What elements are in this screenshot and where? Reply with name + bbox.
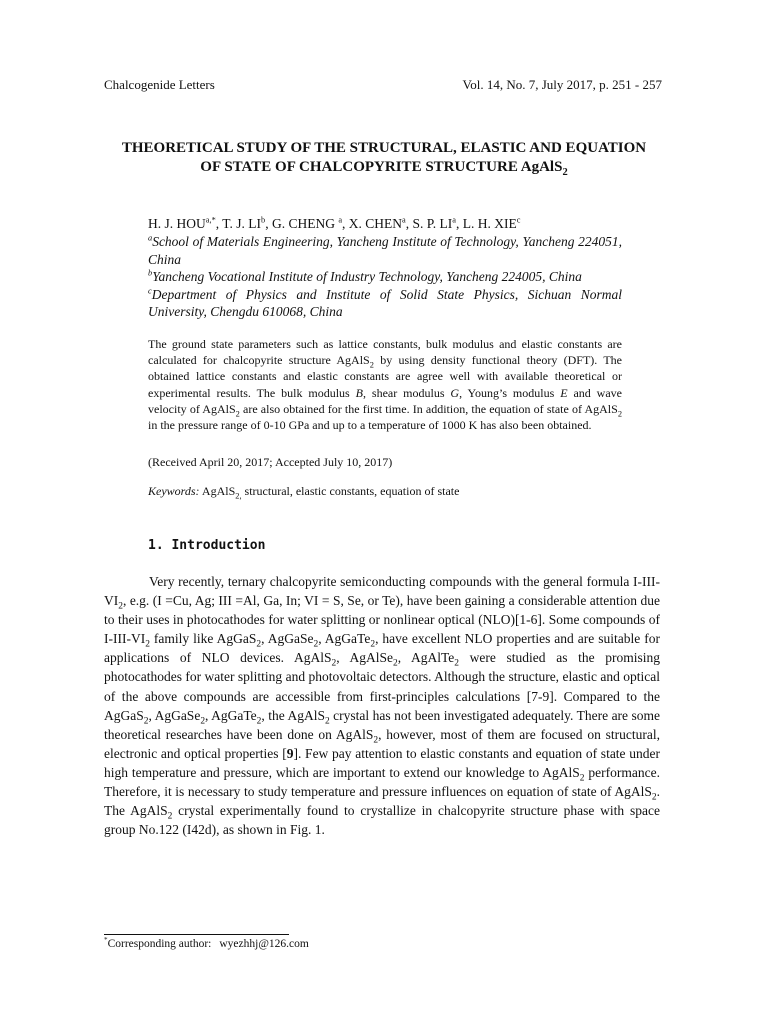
subscript: 2 [167, 811, 173, 822]
abstract-symbol: E [560, 385, 568, 400]
subscript: 2 [331, 659, 337, 670]
abstract [148, 336, 622, 433]
volume-info: Vol. 14, No. 7, July 2017, p. 251 - 257 [462, 77, 662, 92]
abstract-text: The ground state parameters such as lattice constants, bulk modulus and elastic constants are calculated for chalcopyrite structure AgAlS [148, 337, 622, 368]
author-name: T. J. LI [222, 216, 262, 231]
received-dates: (Received April 20, 2017; Accepted July 10, 2017) [148, 455, 393, 469]
author-affiliation-mark: a,* [205, 215, 216, 225]
subscript: 2 [370, 639, 376, 650]
affiliation [148, 233, 622, 268]
subscript: 2 [651, 792, 657, 803]
footnote-email: wyezhhj@126.com [219, 938, 309, 950]
text-run: crystal has not been investigated adequately. There are some theoretical researches have been done on AgAlS [104, 707, 661, 742]
abstract-text: by using density functional theory (DFT). The obtained lattice constants and elastic constants are agree well with available theoretical or experimental results. The bulk modulus [148, 353, 622, 400]
text-run: , AgGaTe [205, 707, 257, 723]
text-run: crystal experimentally found to crystallize in chalcopyrite structure phase with space group No.122 (I42d), as shown in Fig. 1. [104, 803, 660, 838]
keywords-lead: AgAlS [201, 484, 236, 498]
affiliation-text: School of Materials Engineering, Yancheng Institute of Technology, Yancheng 224051, China [148, 234, 622, 267]
affiliation [148, 268, 622, 286]
text-run: , AgAlTe [397, 650, 455, 666]
abstract-symbol: B [355, 385, 363, 400]
author-affiliation-mark: a [402, 215, 406, 225]
abstract-sub: 2 [369, 360, 374, 370]
intro-body [104, 572, 660, 839]
text-run: were studied as the promising photocathodes for water splitting and photovoltaic detectors. Although the structure, elastic and optical of the above compounds are accessible from first-principles calculations [7-9]. Compared to the AgGaS [104, 650, 661, 723]
text-run: . The AgAlS [104, 784, 660, 819]
abstract-sub: 2 [235, 409, 240, 419]
author-affiliation-mark: b [261, 215, 266, 225]
author-separator: , [456, 216, 463, 231]
author-separator: , [265, 216, 272, 231]
author-name: G. CHENG [271, 216, 339, 231]
subscript: 2 [313, 639, 319, 650]
subscript: 2 [373, 735, 379, 746]
subscript: 2 [200, 716, 206, 727]
text-run: , however, most of them are focused on structural, electronic and optical properties [ [104, 726, 660, 761]
abstract-symbol: G [450, 385, 460, 400]
section-heading: 1. Introduction [148, 538, 266, 553]
author-list [148, 216, 520, 232]
author-name: L. H. XIE [462, 216, 517, 231]
affiliation-text: Yancheng Vocational Institute of Industry Technology, Yancheng 224005, China [152, 269, 582, 284]
text-run: , e.g. (I =Cu, Ag; III =Al, Ga, In; VI = S, Se, or Te), have been gaining a considerable attention due to their uses in photocathodes for water splitting or nonlinear optical (NLO)[1-6]. Some compounds of I-III-VI [104, 593, 660, 647]
subscript: 2 [579, 773, 585, 784]
author-separator: , [405, 216, 413, 231]
subscript: 2 [392, 659, 398, 670]
affiliation-mark: c [148, 286, 152, 295]
affiliation-text: Department of Physics and Institute of Solid State Physics, Sichuan Normal University, Chengdu 610068, China [148, 286, 622, 319]
author-name: X. CHEN [348, 216, 403, 231]
subscript: 2 [324, 716, 330, 727]
author-affiliation-mark: c [516, 215, 521, 225]
title-line-1: THEORETICAL STUDY OF THE STRUCTURAL, ELASTIC AND EQUATION [121, 140, 647, 156]
footnote [104, 938, 309, 950]
abstract-text: and wave velocity of AgAlS [148, 385, 623, 416]
subscript: 2 [145, 639, 150, 650]
subscript: 2 [118, 601, 123, 612]
affiliation-mark: a [148, 233, 153, 243]
text-run: , AgGaSe [261, 631, 314, 647]
footnote-mark: * [104, 936, 108, 945]
title-line-2-text: OF STATE OF CHALCOPYRITE STRUCTURE AgAlS [200, 159, 563, 175]
author-affiliation-mark: a [452, 215, 456, 225]
author-separator: , [342, 216, 349, 231]
abstract-text: , shear modulus [363, 385, 451, 400]
affiliation-list [148, 233, 622, 321]
text-run: ]. Few pay attention to elastic constants and equation of state under high temperature and pressure, which are important to extend our knowledge to AgAlS [104, 745, 660, 780]
abstract-text: , Young’s modulus [459, 385, 561, 400]
affiliation-mark: b [148, 268, 153, 278]
text-run: Very recently, ternary chalcopyrite semiconducting compounds with the general formula I-III-VI [104, 574, 660, 609]
keywords-rest: structural, elastic constants, equation of state [241, 484, 460, 498]
keywords-sub: 2, [235, 491, 242, 501]
text-run: , AgGaSe [148, 707, 201, 723]
footnote-divider [104, 934, 289, 935]
affiliation [148, 286, 622, 321]
text-run: performance. Therefore, it is necessary to study temperature and pressure influences on equation of state of AgAlS [104, 764, 660, 800]
text-run: , AgAlSe [336, 650, 393, 666]
text-run: , have excellent NLO properties and are suitable for applications of NLO devices. AgAlS [104, 631, 660, 666]
text-run: , the AgAlS [261, 707, 325, 723]
paper-title [80, 139, 688, 177]
footnote-label: Corresponding author: [107, 938, 212, 950]
keywords-label: Keywords: [148, 484, 200, 498]
subscript: 2 [256, 716, 262, 727]
title-subscript: 2 [562, 167, 568, 178]
subscript: 2 [143, 716, 149, 727]
abstract-sub: 2 [617, 409, 623, 419]
abstract-text: in the pressure range of 0-10 GPa and up to a temperature of 1000 K has also been obtained. [148, 418, 592, 433]
intro-paragraph [104, 572, 660, 839]
keywords [148, 484, 459, 499]
text-run: , AgGaTe [318, 631, 371, 647]
citation-ref: 9 [286, 745, 294, 761]
author-separator: , [215, 216, 223, 231]
subscript: 2 [256, 639, 262, 650]
author-name: H. J. HOU [148, 216, 206, 231]
author-affiliation-mark: a [338, 215, 343, 225]
author-name: S. P. LI [412, 216, 453, 231]
subscript: 2 [454, 659, 460, 670]
title-line-2 [80, 158, 688, 177]
journal-name: Chalcogenide Letters [104, 77, 215, 92]
text-run: family like AgGaS [149, 631, 257, 647]
abstract-text: are also obtained for the first time. In addition, the equation of state of AgAlS [239, 401, 618, 416]
